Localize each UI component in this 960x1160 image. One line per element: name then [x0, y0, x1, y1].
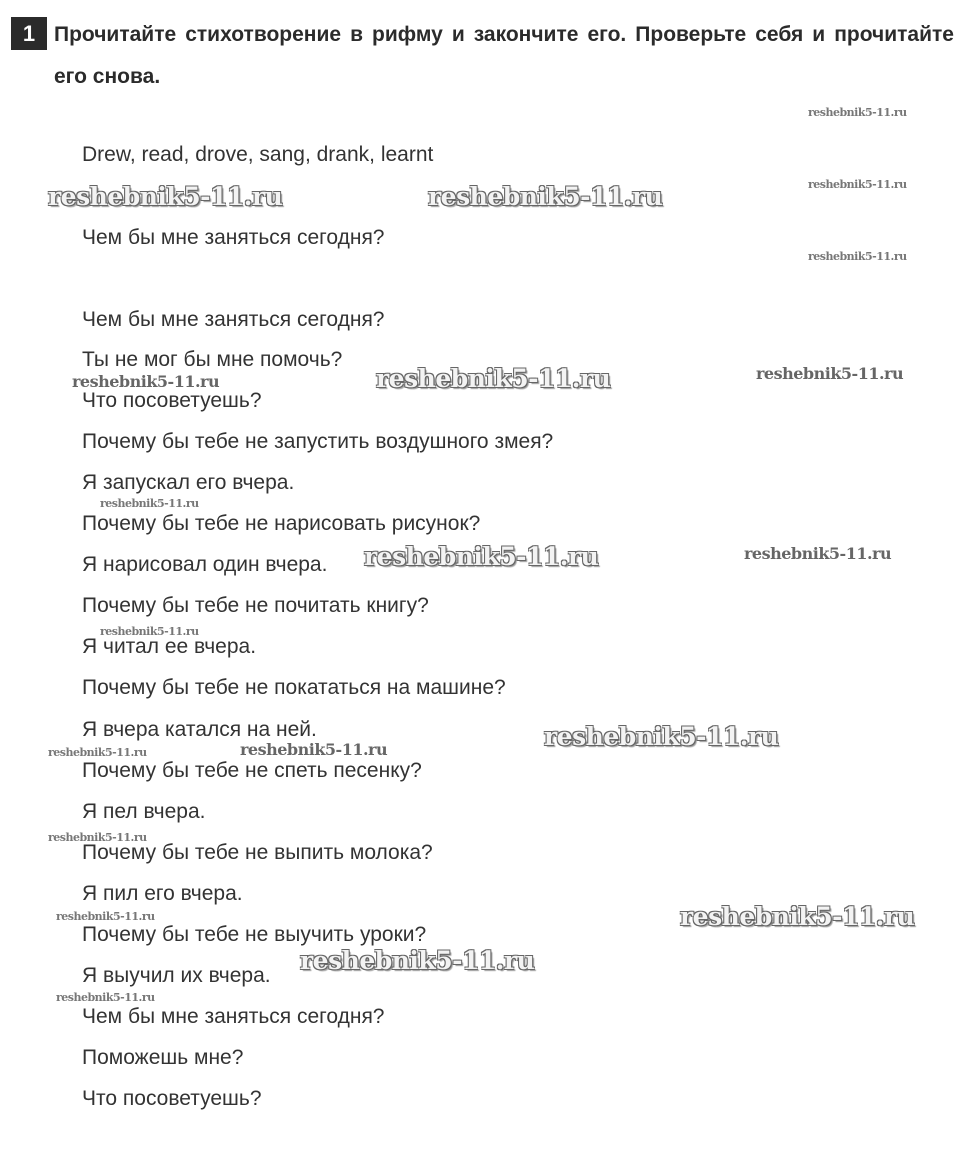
watermark: reshebnik5-11.ru	[48, 831, 147, 844]
poem-line: Почему бы тебе не выучить уроки?	[82, 923, 427, 946]
poem-line: Почему бы тебе не нарисовать рисунок?	[82, 512, 481, 535]
word-list: Drew, read, drove, sang, drank, learnt	[82, 143, 434, 166]
watermark: reshebnik5-11.ru	[72, 372, 220, 391]
watermark: reshebnik5-11.ru	[756, 364, 904, 383]
watermark: reshebnik5-11.ru	[544, 722, 779, 751]
poem-line: Я выучил их вчера.	[82, 964, 271, 987]
watermark: reshebnik5-11.ru	[100, 497, 199, 510]
poem-line: Я запускал его вчера.	[82, 471, 295, 494]
poem-line: Чем бы мне заняться сегодня?	[82, 308, 385, 331]
watermark: reshebnik5-11.ru	[100, 625, 199, 638]
exercise-instruction: Прочитайте стихотворение в рифму и закончите его. Проверьте себя и прочитайте его снова.	[54, 23, 954, 88]
poem-line: Почему бы тебе не почитать книгу?	[82, 594, 429, 617]
poem-line: Что посоветуешь?	[82, 1087, 262, 1110]
watermark: reshebnik5-11.ru	[428, 182, 663, 211]
watermark: reshebnik5-11.ru	[808, 106, 907, 119]
poem-line: Я пил его вчера.	[82, 882, 243, 905]
poem-line: Почему бы тебе не выпить молока?	[82, 841, 433, 864]
watermark: reshebnik5-11.ru	[48, 746, 147, 759]
poem-line: Я пел вчера.	[82, 800, 206, 823]
watermark: reshebnik5-11.ru	[48, 182, 283, 211]
watermark: reshebnik5-11.ru	[56, 910, 155, 923]
watermark: reshebnik5-11.ru	[364, 542, 599, 571]
watermark: reshebnik5-11.ru	[808, 250, 907, 263]
poem-line: Я нарисовал один вчера.	[82, 553, 328, 576]
poem-line: Поможешь мне?	[82, 1046, 244, 1069]
watermark: reshebnik5-11.ru	[240, 740, 388, 759]
watermark: reshebnik5-11.ru	[56, 991, 155, 1004]
poem-line: Чем бы мне заняться сегодня?	[82, 1005, 385, 1028]
watermark: reshebnik5-11.ru	[680, 902, 915, 931]
poem-line: Я читал ее вчера.	[82, 635, 257, 658]
watermark: reshebnik5-11.ru	[300, 946, 535, 975]
poem-line: Чем бы мне заняться сегодня?	[82, 226, 385, 249]
poem-line: Почему бы тебе не покататься на машине?	[82, 676, 506, 699]
poem-line: Я вчера катался на ней.	[82, 718, 317, 741]
poem-line: Почему бы тебе не запустить воздушного змея?	[82, 430, 554, 453]
watermark: reshebnik5-11.ru	[744, 544, 892, 563]
poem-line: Почему бы тебе не спеть песенку?	[82, 759, 422, 782]
watermark: reshebnik5-11.ru	[376, 364, 611, 393]
watermark: reshebnik5-11.ru	[808, 178, 907, 191]
poem-line: Ты не мог бы мне помочь?	[82, 348, 343, 371]
poem-line: Что посоветуешь?	[82, 389, 262, 412]
exercise-number-badge: 1	[11, 17, 47, 50]
